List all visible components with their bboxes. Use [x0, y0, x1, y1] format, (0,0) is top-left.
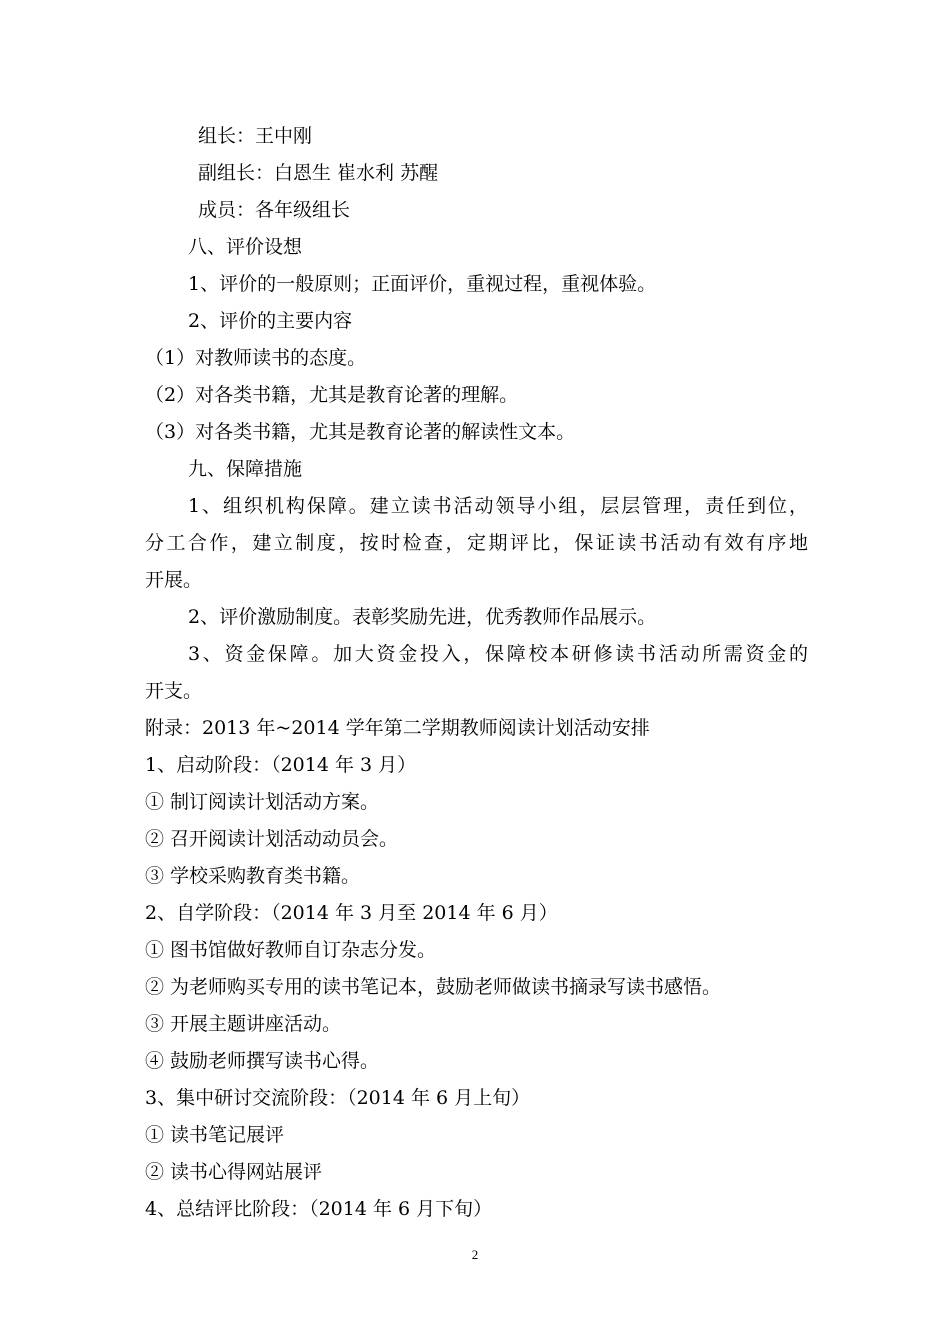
- text-line: 2、自学阶段：（2014 年 3 月至 2014 年 6 月）: [145, 902, 558, 924]
- text-line: 2、评价激励制度。表彰奖励先进，优秀教师作品展示。: [188, 606, 657, 628]
- appendix-heading: 附录：2013 年~2014 学年第二学期教师阅读计划活动安排: [145, 717, 650, 739]
- text-line: 分工合作，建立制度，按时检查，定期评比，保证读书活动有效有序地: [145, 532, 808, 554]
- list-item: ② 召开阅读计划活动动员会。: [145, 828, 399, 850]
- text-line: 1、组织机构保障。建立读书活动领导小组，层层管理，责任到位，: [188, 495, 808, 517]
- text-line: 3、资金保障。加大资金投入，保障校本研修读书活动所需资金的: [188, 643, 808, 665]
- text-line: 开支。: [145, 680, 203, 702]
- text-line: 1、启动阶段：（2014 年 3 月）: [145, 754, 417, 776]
- text-line: 4、总结评比阶段：（2014 年 6 月下旬）: [145, 1198, 493, 1220]
- text-line: 组长：王中刚: [198, 125, 313, 147]
- list-item: ③ 学校采购教育类书籍。: [145, 865, 361, 887]
- text-line: （3）对各类书籍，尤其是教育论著的解读性文本。: [145, 421, 576, 443]
- section-heading: 九、保障措施: [188, 458, 303, 480]
- list-item: ① 制订阅读计划活动方案。: [145, 791, 380, 813]
- list-item: ② 读书心得网站展评: [145, 1161, 323, 1183]
- text-line: （1）对教师读书的态度。: [145, 347, 367, 369]
- text-line: 副组长：白恩生 崔水利 苏醒: [198, 162, 439, 184]
- page-number: 2: [471, 1247, 479, 1262]
- list-item: ② 为老师购买专用的读书笔记本，鼓励老师做读书摘录写读书感悟。: [145, 976, 722, 998]
- list-item: ③ 开展主题讲座活动。: [145, 1013, 342, 1035]
- text-line: 开展。: [145, 569, 203, 591]
- list-item: ① 图书馆做好教师自订杂志分发。: [145, 939, 437, 961]
- text-line: （2）对各类书籍，尤其是教育论著的理解。: [145, 384, 519, 406]
- text-line: 3、集中研讨交流阶段：（2014 年 6 月上旬）: [145, 1087, 531, 1109]
- text-line: 1、评价的一般原则；正面评价，重视过程，重视体验。: [188, 273, 657, 295]
- text-line: 成员：各年级组长: [198, 199, 351, 221]
- section-heading: 八、评价设想: [188, 236, 303, 258]
- list-item: ④ 鼓励老师撰写读书心得。: [145, 1050, 380, 1072]
- list-item: ① 读书笔记展评: [145, 1124, 285, 1146]
- text-line: 2、评价的主要内容: [188, 310, 353, 332]
